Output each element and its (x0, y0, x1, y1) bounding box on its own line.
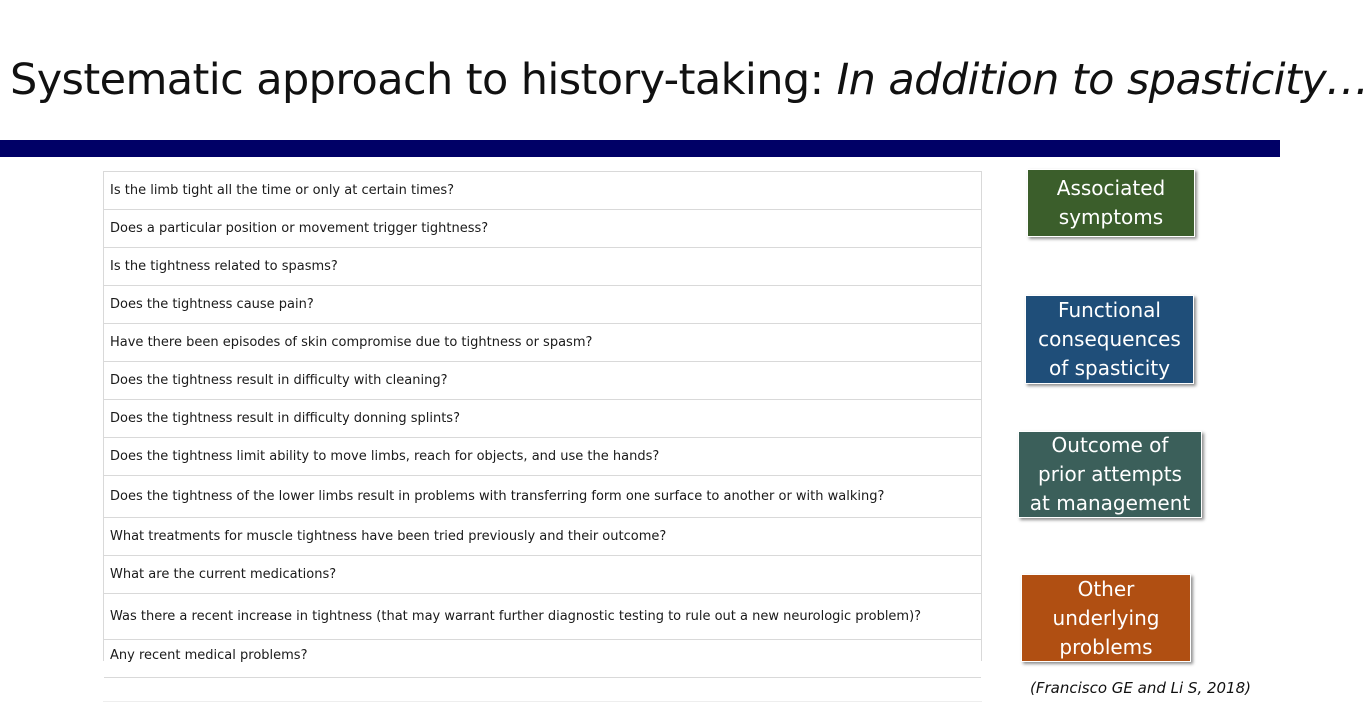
questions-table (103, 171, 982, 661)
question-text: Does the tightness result in difficulty donning splints? (110, 411, 460, 426)
citation: (Francisco GE and Li S, 2018) (1030, 679, 1252, 697)
slide-title-italic: In addition to spasticity… (836, 55, 1369, 105)
slide-title (10, 48, 1369, 118)
table-row (104, 640, 981, 678)
table-row (104, 248, 981, 286)
question-text: Does the tightness cause pain? (110, 297, 314, 312)
question-text: Does the tightness limit ability to move limbs, reach for objects, and use the hands? (110, 449, 660, 464)
table-row (104, 362, 981, 400)
table-row (104, 476, 981, 518)
question-text: Was there a recent increase in tightness (that may warrant further diagnostic testing to rule out a new neurologic problem)? (110, 609, 922, 624)
category-prior-management-outcome (1018, 431, 1202, 518)
question-text: Any recent medical problems? (110, 648, 308, 663)
question-text: What are the current medications? (110, 567, 337, 582)
table-bottom-border (103, 701, 982, 702)
category-functional-consequences (1025, 295, 1194, 384)
title-divider-bar (0, 140, 1280, 157)
table-row (104, 286, 981, 324)
question-text: Is the limb tight all the time or only at certain times? (110, 183, 455, 198)
question-text: Does a particular position or movement trigger tightness? (110, 221, 489, 236)
table-row (104, 438, 981, 476)
category-label: Other underlying problems (1052, 576, 1160, 659)
table-row (104, 594, 981, 640)
table-row (104, 172, 981, 210)
question-text: Does the tightness of the lower limbs result in problems with transferring form one surface to another or with walking? (110, 489, 885, 504)
table-row (104, 210, 981, 248)
category-label: Associated symptoms (1056, 176, 1166, 229)
slide-title-main: Systematic approach to history-taking: (10, 55, 837, 105)
question-text: Have there been episodes of skin compromise due to tightness or spasm? (110, 335, 593, 350)
table-row (104, 324, 981, 362)
question-text: Is the tightness related to spasms? (110, 259, 338, 274)
table-row (104, 556, 981, 594)
category-label: Functional consequences of spasticity (1038, 298, 1181, 380)
category-label: Outcome of prior attempts at management (1029, 433, 1191, 515)
question-text: What treatments for muscle tightness have been tried previously and their outcome? (110, 529, 667, 544)
table-row (104, 400, 981, 438)
category-associated-symptoms (1027, 169, 1195, 237)
table-row (104, 518, 981, 556)
category-other-problems (1021, 574, 1191, 662)
question-text: Does the tightness result in difficulty with cleaning? (110, 373, 448, 388)
